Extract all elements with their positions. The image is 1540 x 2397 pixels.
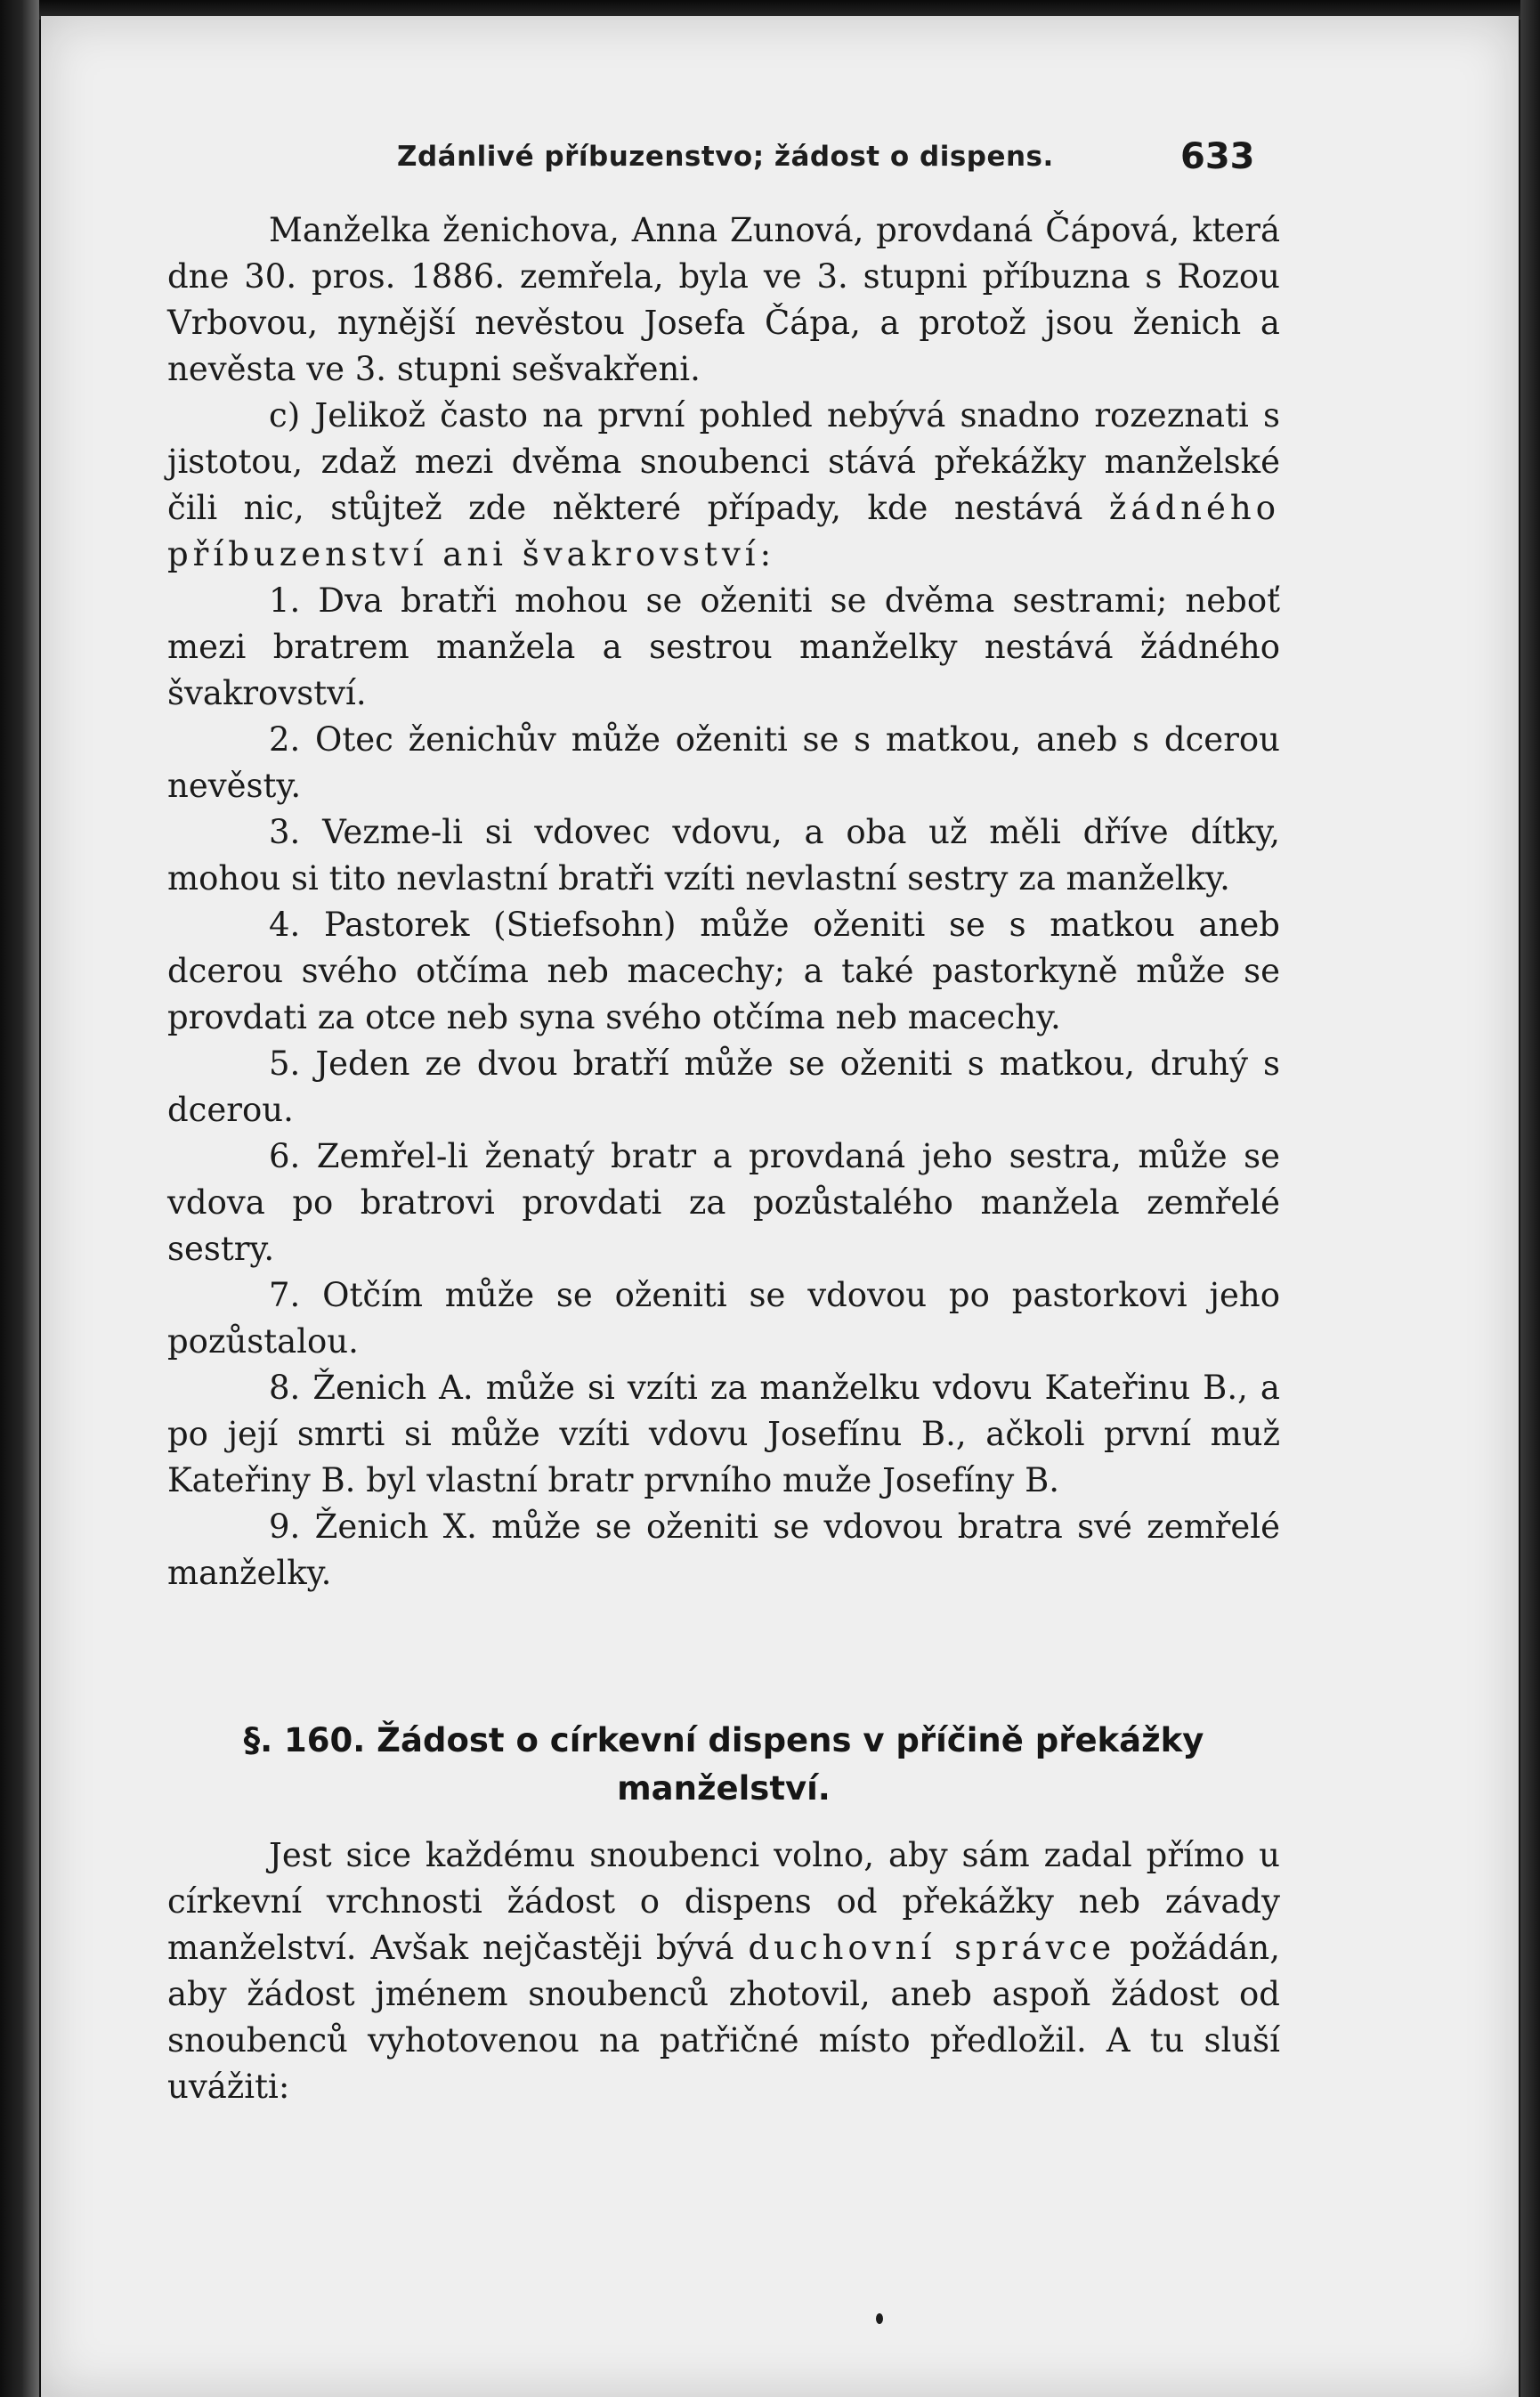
section-paragraph <box>167 1832 1280 2110</box>
case-item-3: 3. Vezme-li si vdovec vdovu, a oba už měli dříve dítky, mohou si tito nevlastní bratři vzíti nevlastní sestry za manželky. <box>167 813 1280 898</box>
book-page <box>41 16 1519 2397</box>
ink-speck <box>876 2313 883 2324</box>
case-item-6: 6. Zemřel-li ženatý bratr a provdaná jeho sestra, může se vdova po bratrovi provdati za pozůstalého manžela zemřelé sestry. <box>167 1137 1280 1268</box>
case-item-5: 5. Jeden ze dvou bratří může se oženiti s matkou, druhý s dcerou. <box>167 1044 1280 1129</box>
section-paragraph-tail: požádán, aby žádost jménem snoubenců zhotovil, aneb aspoň žádost od snoubenců vyhotovenou na patřičné místo předložil. A tu sluší uvážiti: <box>167 1929 1281 2106</box>
scan-edge-left <box>0 0 39 2397</box>
section-heading <box>167 1717 1280 1813</box>
case-item-2: 2. Otec ženichův může oženiti se s matkou, aneb s dcerou nevěsty. <box>167 720 1280 805</box>
case-item-9: 9. Ženich X. může se oženiti se vdovou bratra své zemřelé manželky. <box>167 1507 1280 1592</box>
case-item-4: 4. Pastorek (Stiefsohn) může oženiti se s matkou aneb dcerou svého otčíma neb macechy; a také pastorkyně může se provdati za otce neb syna svého otčíma neb macechy. <box>167 906 1280 1036</box>
case-item-1: 1. Dva bratři mohou se oženiti se dvěma sestrami; neboť mezi bratrem manžela a sestrou manželky nestává žádného švakrovství. <box>167 581 1280 712</box>
section-paragraph-lead: Jest sice každému snoubenci volno, aby sám zadal přímo u církevní vrchnosti žádost o dispens od překážky neb závady manželství. Avšak nejčastěji bývá <box>167 1836 1280 1967</box>
paragraph-cases-intro-text: c) Jelikož často na první pohled nebývá snadno rozeznati s jistotou, zdaž mezi dvěma snoubenci stává překážky manželské čili nic, stůjtež zde některé případy, kde nestává <box>167 396 1280 527</box>
section-heading-line-1: §. 160. Žádost o církevní dispens v příčině překážky <box>243 1721 1204 1759</box>
scan-edge-right <box>1520 0 1540 2397</box>
section-body <box>167 1832 1280 2110</box>
case-item-8: 8. Ženich A. může si vzíti za manželku vdovu Kateřinu B., a po její smrti si může vzíti vdovu Josefínu B., ačkoli první muž Kateřiny B. byl vlastní bratr prvního muže Josefíny B. <box>167 1369 1280 1499</box>
section-emphasized-phrase: duchovní správce <box>748 1929 1116 1967</box>
page-number: 633 <box>1180 136 1255 177</box>
paragraph-spouse-example: Manželka ženichova, Anna Zunová, provdaná Čápová, která dne 30. pros. 1886. zemřela, byla ve 3. stupni příbuzna s Rozou Vrbovou, nynější nevěstou Josefa Čápa, a protož jsou ženich a nevěsta ve 3. stupni sešvakřeni. <box>167 211 1280 388</box>
main-text <box>167 207 1280 1597</box>
case-item-7: 7. Otčím může se oženiti se vdovou po pastorkovi jeho pozůstalou. <box>167 1276 1280 1361</box>
emphasized-phrase: žádného příbuzenství ani švakrovství: <box>167 489 1280 573</box>
running-title: Zdánlivé příbuzenstvo; žádost o dispens. <box>397 141 1054 173</box>
paragraph-cases-intro <box>167 393 1280 578</box>
section-heading-line-2: manželství. <box>617 1769 831 1808</box>
